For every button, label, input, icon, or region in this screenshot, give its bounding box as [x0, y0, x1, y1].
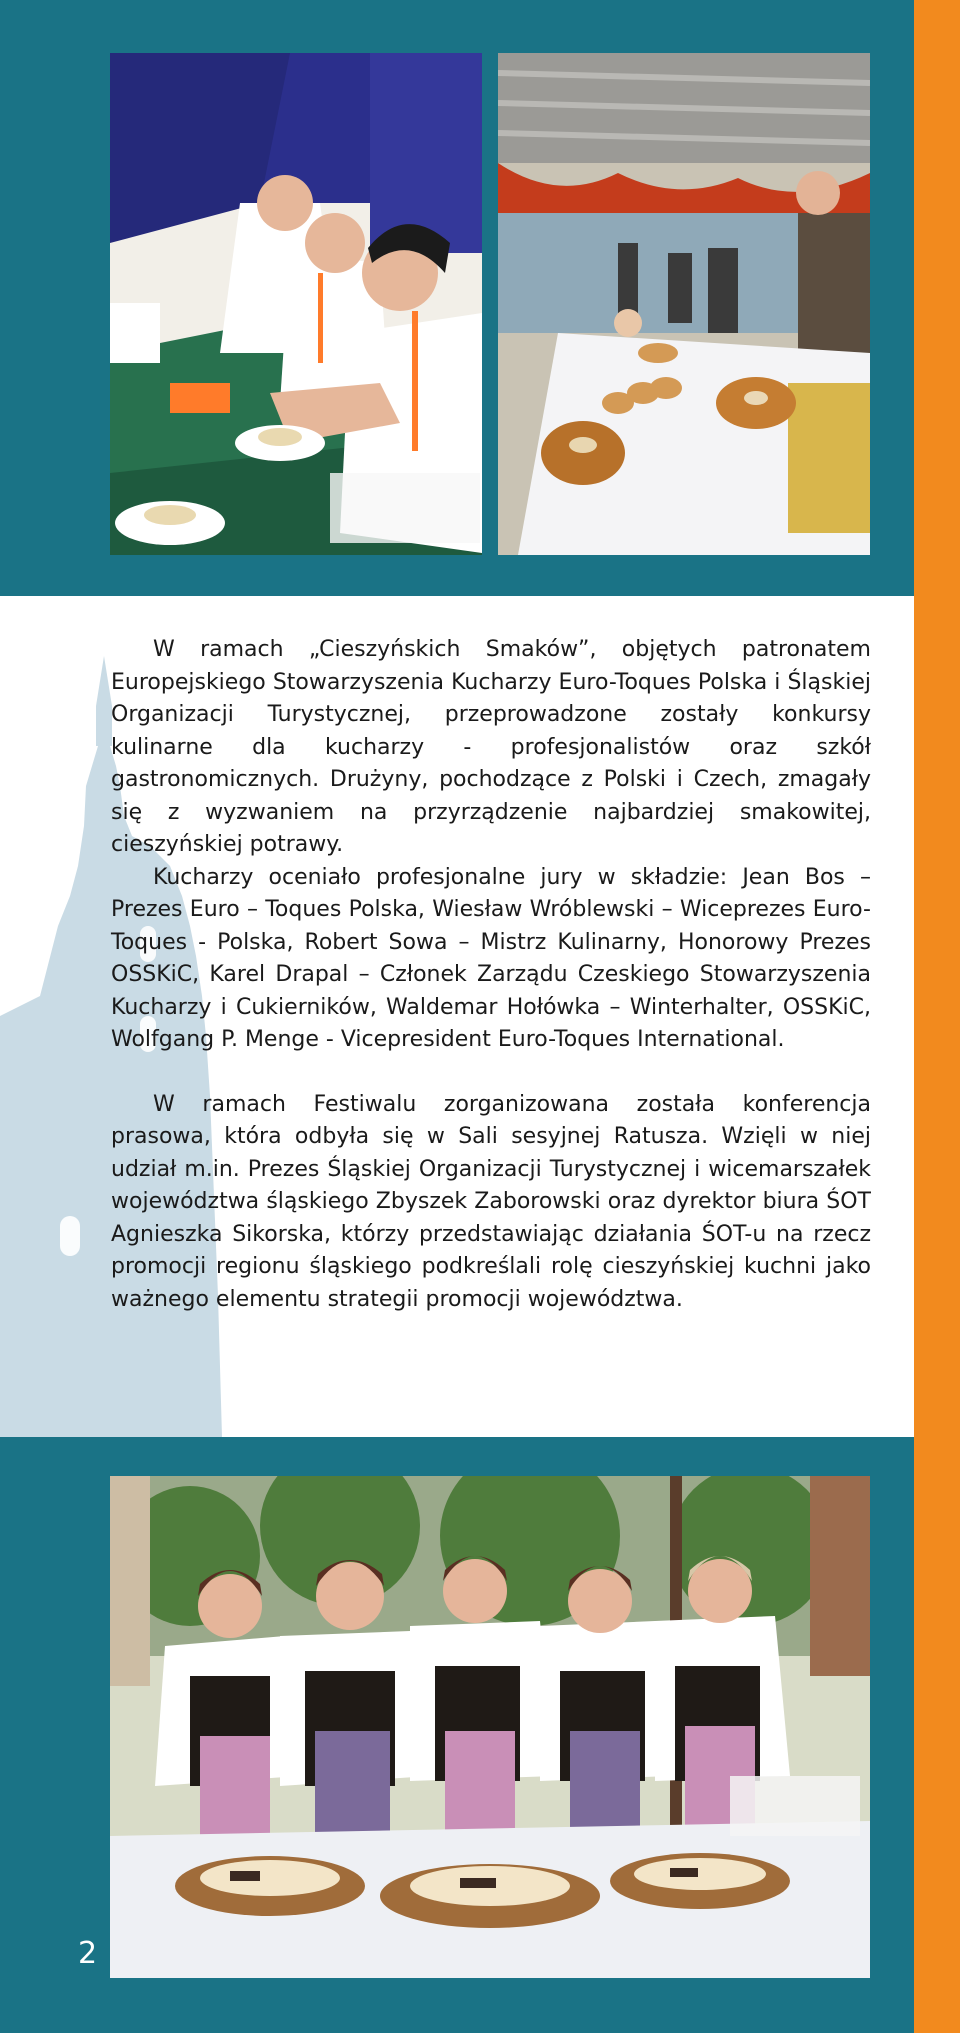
food-stand-photo — [498, 53, 870, 555]
orange-edge-bar — [914, 0, 960, 2033]
page-number: 2 — [78, 1936, 98, 1971]
article-paragraph-2: Kucharzy oceniało profesjonalne jury w składzie: Jean Bos – Prezes Euro – Toques Polska, Wiesław Wróblewski – Wiceprezes Euro-Toques - Polska, Robert Sowa – Mistrz Kulinarny, Honorowy Prezes OSSKiC, Karel Drapal – Członek Zarządu Czeskiego Stowarzyszenia Kucharzy i Cukierników, Waldemar Hołówka – Winterhalter, OSSKiC, Wolfgang P. Menge - Vicepresident Euro-Toques International. — [111, 864, 871, 1052]
women-in-folk-costumes-photo — [110, 1476, 870, 1978]
article-paragraph-1: W ramach „Cieszyńskich Smaków”, objętych patronatem Europejskiego Stowarzyszenia Kucharzy Euro-Toques Polska i Śląskiej Organizacji Turystycznej, przeprowadzone zostały konkursy kulinarne dla kucharzy - profesjonalistów oraz szkół gastronomicznych. Drużyny, pochodzące z Polski i Czech, zmagały się z wyzwaniem na przyrządzenie najbardziej smakowitej, cieszyńskiej potrawy. — [111, 637, 871, 857]
article-paragraph-3: W ramach Festiwalu zorganizowana została konferencja prasowa, która odbyła się w Sali sesyjnej Ratusza. Wzięli w niej udział m.in. Prezes Śląskiej Organizacji Turystycznej i wicemarszałek województwa śląskiego Zbyszek Zaborowski oraz dyrektor biura ŚOT Agnieszka Sikorska, którzy przedstawiając działania ŚOT-u na rzecz promocji regionu śląskiego podkreślali rolę cieszyńskiej kuchni jako ważnego elementu strategii promocji województwa. — [111, 1091, 871, 1312]
article-text — [111, 634, 871, 1316]
jury-table-photo — [110, 53, 482, 555]
